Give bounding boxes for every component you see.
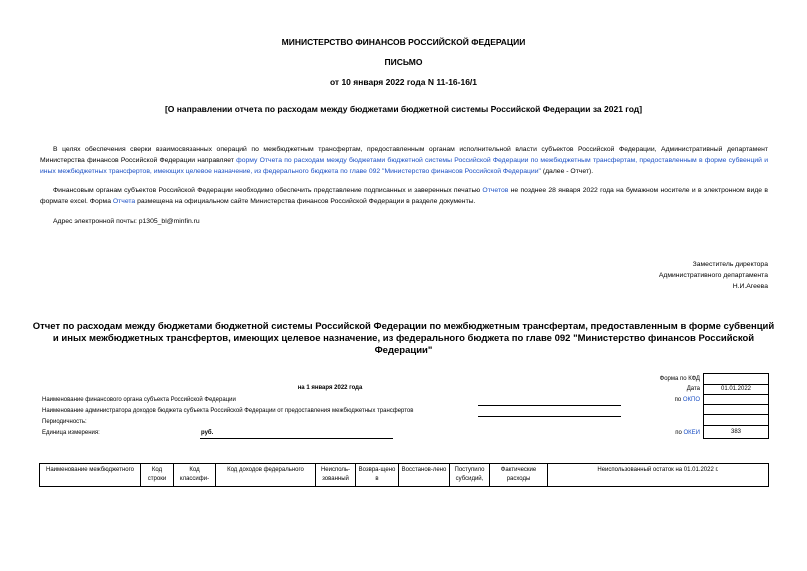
signature-name: Н.И.Агеева — [732, 283, 768, 290]
column-header: Поступило субсидий, — [450, 464, 490, 487]
form-okud-label: Форма по КФД — [659, 376, 700, 382]
okpo-link[interactable]: ОКПО — [682, 397, 700, 403]
column-header: Возвра-щено в — [356, 464, 399, 487]
doc-date-number: от 10 января 2022 года N 11-16-16/1 — [329, 77, 478, 87]
okei-cell: 383 — [703, 425, 769, 439]
unit-line — [200, 438, 393, 439]
report-title: Отчет по расходам между бюджетами бюджетной системы Российской Федерации по межбюджетным трансфертам, предоставленным в форме субвенций и иных межбюджетных трансфертов, имеющих целевое назначение, из федерального бюджета по главе 092 "Министерство финансов Российской Федерации" — [32, 321, 775, 356]
fin-org-line — [478, 405, 621, 406]
paragraph-1 — [40, 144, 768, 177]
ministry-title: МИНИСТЕРСТВО ФИНАНСОВ РОССИЙСКОЙ ФЕДЕРАЦИИ — [281, 37, 526, 47]
column-header: Неисполь-зованный — [316, 464, 356, 487]
signature-position: Заместитель директора — [692, 261, 768, 268]
okpo-label — [640, 397, 700, 403]
reports-link[interactable]: Отчетов — [482, 187, 509, 194]
admin-line — [478, 416, 621, 417]
column-header: Наименование межбюджетного — [40, 464, 141, 487]
doc-type: ПИСЬМО — [384, 57, 423, 67]
p1-text-b: (далее - Отчет). — [540, 168, 594, 175]
column-header-row — [40, 464, 769, 487]
date-label: Дата — [686, 386, 700, 392]
p1-text-a: В целях обеспечения сверки взаимосвязанных операций по межбюджетным трансфертам, предоставленным органам исполнительной власти субъектов Российской Федерации, Административный департамент Министерства финансов Российской Федерации направляет — [40, 146, 768, 164]
email-line: Адрес электронной почты: p1305_bl@minfin.ru — [53, 218, 200, 225]
form-report-link[interactable]: форму Отчета по расходам между бюджетами бюджетной системы Российской Федерации по межбюджетным трансфертам, предоставленным в форме субвенций и иных межбюджетных трансфертов, имеющих целевое назначение, из федерального бюджета по главе 092 "Министерство финансов Российской Федерации" — [40, 157, 768, 175]
okei-prefix: по — [675, 430, 684, 436]
fin-org-label: Наименование финансового органа субъекта Российской Федерации — [42, 397, 236, 403]
okei-link[interactable]: ОКЕИ — [683, 430, 700, 436]
report-as-of: на 1 января 2022 года — [297, 385, 363, 391]
p2-text-a: Финансовым органам субъектов Российской Федерации необходимо обеспечить представление подписанных и заверенных печатью — [53, 187, 483, 194]
unit-value: руб. — [201, 430, 214, 436]
column-header: Фактические расходы — [490, 464, 548, 487]
doc-subject: [О направлении отчета по расходам между бюджетами бюджетной системы Российской Федерации за 2021 год] — [164, 104, 643, 114]
report-columns-table — [39, 463, 769, 487]
period-label: Периодичность: — [42, 419, 87, 425]
signature-department: Административного департамента — [658, 272, 768, 279]
paragraph-2 — [40, 185, 768, 207]
column-header: Неиспользованный остаток на 01.01.2022 г. — [548, 464, 769, 487]
p2-text-b: не позднее 28 января 2022 года на бумажном носителе и в электронном виде в формате excel. Форма — [40, 187, 768, 205]
okpo-prefix: по — [674, 397, 683, 403]
column-header: Код строки — [141, 464, 174, 487]
column-header: Код доходов федерального — [216, 464, 316, 487]
column-header: Восстанов-лено — [399, 464, 450, 487]
column-header: Код классифи- — [174, 464, 216, 487]
p2-text-c: размещена на официальном сайте Министерства финансов Российской Федерации в разделе документы. — [135, 198, 476, 205]
okei-label — [640, 430, 700, 436]
date-cell: 01.01.2022 — [703, 384, 769, 395]
report-form-link[interactable]: Отчета — [112, 198, 136, 205]
admin-label: Наименование администратора доходов бюджета субъекта Российской Федерации от предоставления межбюджетных трансфертов — [42, 408, 414, 414]
signature-block — [659, 259, 768, 292]
unit-label: Единица измерения: — [42, 430, 100, 436]
